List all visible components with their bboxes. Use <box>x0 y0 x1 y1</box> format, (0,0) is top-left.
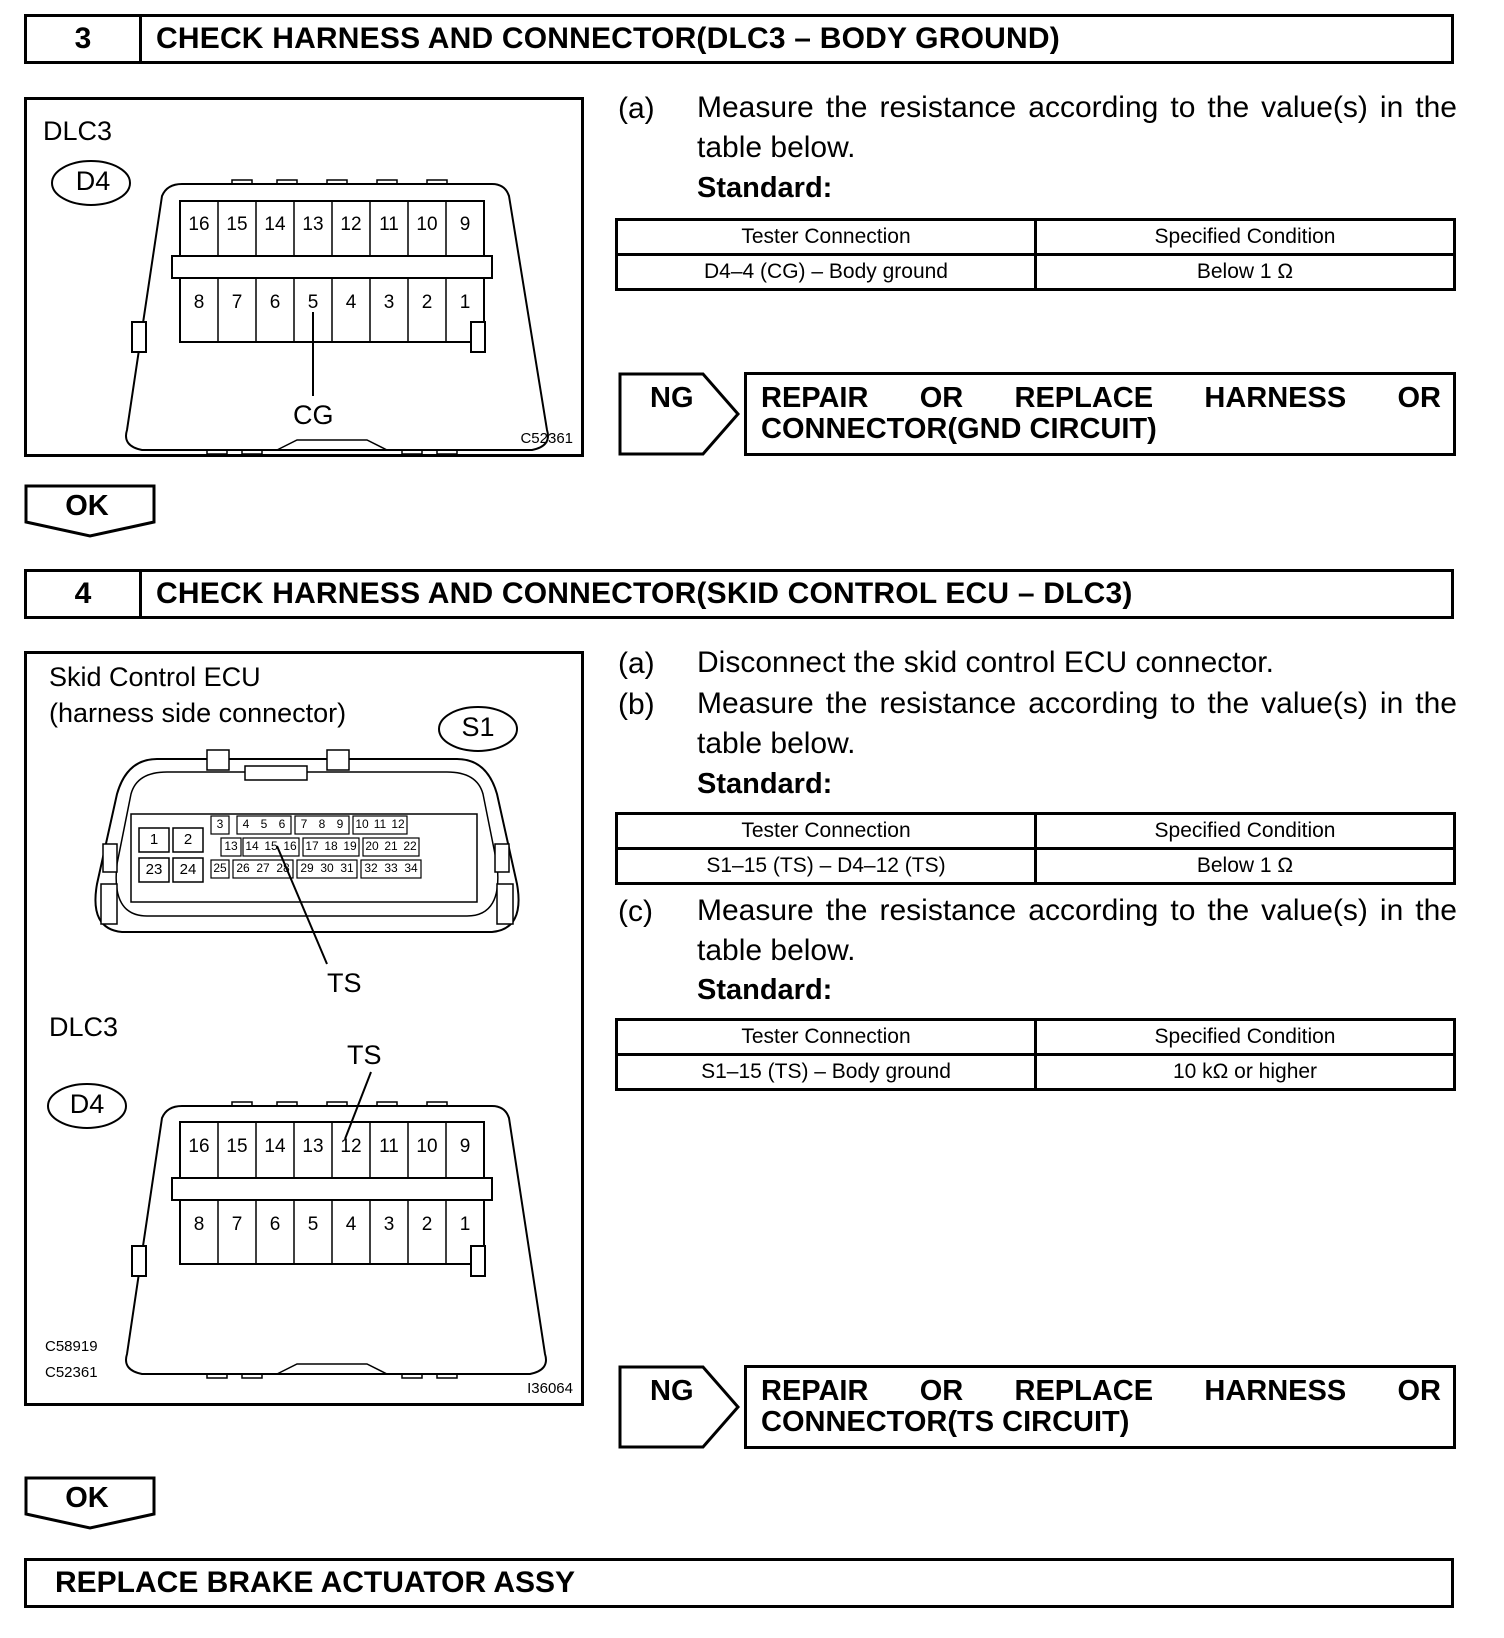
pin-label: 11 <box>373 817 387 831</box>
pin-label: 34 <box>404 861 418 875</box>
pin-label: 32 <box>364 861 378 875</box>
pin-label: 3 <box>383 1214 395 1235</box>
pin-label: 6 <box>269 1214 281 1235</box>
pin-label: 16 <box>188 214 210 235</box>
ng-action-word: OR <box>919 382 964 414</box>
pin-label: 24 <box>179 861 197 878</box>
pin-label: 31 <box>340 861 354 875</box>
pin-label: 18 <box>324 839 338 853</box>
pin-label: 15 <box>264 839 278 853</box>
step-title: CHECK HARNESS AND CONNECTOR(SKID CONTROL ECU – DLC3) <box>156 577 1133 610</box>
ng-action-word: REPAIR <box>761 1375 869 1407</box>
table-cell: S1–15 (TS) – Body ground <box>617 1055 1036 1090</box>
table-header: Tester Connection <box>617 1020 1036 1055</box>
table-cell: 10 kΩ or higher <box>1036 1055 1455 1090</box>
pin-label: 11 <box>379 1136 399 1157</box>
ng-action-word: HARNESS <box>1204 1375 1347 1407</box>
instruction-text: Disconnect the skid control ECU connector. <box>697 646 1274 679</box>
standard-label: Standard: <box>697 172 833 204</box>
pin-label: 14 <box>264 1136 286 1157</box>
pin-label: 10 <box>355 817 369 831</box>
pin-label: 28 <box>276 861 290 875</box>
table-cell: D4–4 (CG) – Body ground <box>617 255 1036 290</box>
pin-label: 19 <box>343 839 357 853</box>
spec-table <box>615 218 1456 291</box>
pin-label: 9 <box>336 817 344 831</box>
ecu-connector-id: S1 <box>461 712 495 742</box>
pin-label: 5 <box>307 292 319 313</box>
pin-label: 3 <box>383 292 395 313</box>
dlc3-figure <box>24 97 584 457</box>
pin-label: 13 <box>224 839 238 853</box>
table-header-row <box>617 220 1455 255</box>
spec-table <box>615 1018 1456 1091</box>
instruction-text: Measure the resistance according to the value(s) in the table below. <box>697 91 1457 164</box>
pin-label: 6 <box>269 292 281 313</box>
ok-label: OK <box>65 1482 109 1514</box>
pin-label: 33 <box>384 861 398 875</box>
ecu-dlc3-figure <box>24 651 584 1406</box>
ok-branch <box>24 484 160 538</box>
pin-label: 2 <box>421 292 433 313</box>
pin-label: 21 <box>384 839 398 853</box>
pin-label: 5 <box>307 1214 319 1235</box>
dlc-pointer-label-ts: TS <box>347 1040 382 1070</box>
table-cell: Below 1 Ω <box>1036 849 1455 884</box>
pin-label: 12 <box>340 1136 362 1157</box>
ng-action-line-1 <box>761 383 1441 414</box>
pin-label: 27 <box>256 861 270 875</box>
pin-label: 14 <box>264 214 286 235</box>
instruction-text: Measure the resistance according to the value(s) in the table below. <box>697 687 1457 760</box>
ng-label: NG <box>650 382 694 414</box>
instruction-label: (b) <box>618 688 655 721</box>
dlc-name: DLC3 <box>49 1012 119 1042</box>
step-3-header <box>24 14 1454 64</box>
instruction-label: (c) <box>618 895 653 928</box>
pin-label: 7 <box>300 817 308 831</box>
pin-label: 1 <box>459 1214 471 1235</box>
pin-label: 16 <box>188 1136 210 1157</box>
ng-branch <box>618 1365 1456 1449</box>
ng-action-word: REPLACE <box>1014 1375 1154 1407</box>
final-step: REPLACE BRAKE ACTUATOR ASSY <box>24 1558 1454 1608</box>
pin-label: 1 <box>459 292 471 313</box>
pin-label: 9 <box>459 1136 471 1157</box>
ng-action-line-1 <box>761 1376 1441 1407</box>
pin-label: 4 <box>345 292 357 313</box>
ok-label: OK <box>65 490 109 522</box>
ng-action-box <box>744 372 1456 456</box>
step-4-header <box>24 569 1454 619</box>
pin-label: 13 <box>302 1136 324 1157</box>
pin-label: 8 <box>193 292 205 313</box>
pin-label: 29 <box>300 861 314 875</box>
ok-branch <box>24 1476 160 1530</box>
connector-id: D4 <box>75 166 111 196</box>
pin-label: 13 <box>302 214 324 235</box>
ng-action-word: HARNESS <box>1204 382 1347 414</box>
pin-label: 14 <box>245 839 259 853</box>
ng-action-word: OR <box>1397 382 1441 414</box>
pin-label: 11 <box>379 214 399 235</box>
instruction-label: (a) <box>618 92 655 125</box>
pin-label: 4 <box>242 817 250 831</box>
figure-code: C58919 <box>45 1338 98 1355</box>
table-header-row <box>617 1020 1455 1055</box>
pin-label: 20 <box>365 839 379 853</box>
pin-label: 3 <box>216 817 224 831</box>
spec-table <box>615 812 1456 885</box>
ng-action-word: OR <box>1397 1375 1441 1407</box>
pin-label: 8 <box>318 817 326 831</box>
ng-action-word: REPLACE <box>1014 382 1154 414</box>
pin-label: 15 <box>226 1136 248 1157</box>
table-header: Specified Condition <box>1036 220 1455 255</box>
figure-code: C52361 <box>45 1364 98 1381</box>
pin-label: 5 <box>260 817 268 831</box>
ng-label: NG <box>650 1375 694 1407</box>
pin-label: 16 <box>283 839 297 853</box>
ng-action-word: REPAIR <box>761 382 869 414</box>
table-header: Tester Connection <box>617 814 1036 849</box>
pin-label: 1 <box>149 831 159 848</box>
pin-label: 2 <box>183 831 193 848</box>
instruction-label: (a) <box>618 647 655 680</box>
table-header: Specified Condition <box>1036 1020 1455 1055</box>
table-header-row <box>617 814 1455 849</box>
ng-action-line-2: CONNECTOR(TS CIRCUIT) <box>761 1406 1130 1438</box>
pin-label: 6 <box>278 817 286 831</box>
pin-label: 30 <box>320 861 334 875</box>
pin-label: 2 <box>421 1214 433 1235</box>
table-row <box>617 1055 1455 1090</box>
pin-label: 7 <box>231 1214 243 1235</box>
pin-label: 15 <box>226 214 248 235</box>
table-header: Tester Connection <box>617 220 1036 255</box>
pin-label: 8 <box>193 1214 205 1235</box>
ecu-label-line2: (harness side connector) <box>49 698 347 728</box>
connector-name: DLC3 <box>43 116 113 146</box>
table-cell: Below 1 Ω <box>1036 255 1455 290</box>
step-title: CHECK HARNESS AND CONNECTOR(DLC3 – BODY GROUND) <box>156 22 1060 55</box>
pin-label: 25 <box>213 861 227 875</box>
pin-label: 4 <box>345 1214 357 1235</box>
ecu-pointer-label-ts: TS <box>327 968 362 998</box>
pin-label: 22 <box>403 839 417 853</box>
pin-label: 23 <box>145 861 163 878</box>
figure-code: I36064 <box>527 1380 573 1397</box>
table-header: Specified Condition <box>1036 814 1455 849</box>
pin-label: 10 <box>416 1136 438 1157</box>
step-number: 4 <box>27 572 142 616</box>
pin-label: 7 <box>231 292 243 313</box>
instruction-text: Measure the resistance according to the value(s) in the table below. <box>697 894 1457 967</box>
pin-label: 10 <box>416 214 438 235</box>
ecu-label-line1: Skid Control ECU <box>49 662 261 692</box>
pin-label: 17 <box>305 839 319 853</box>
standard-label: Standard: <box>697 974 833 1006</box>
standard-label: Standard: <box>697 768 833 800</box>
figure-code: C52361 <box>520 430 573 447</box>
dlc-connector-id: D4 <box>69 1089 105 1119</box>
pointer-label-cg: CG <box>293 400 334 430</box>
pin-label: 12 <box>391 817 405 831</box>
ng-action-box <box>744 1365 1456 1449</box>
pin-label: 26 <box>236 861 250 875</box>
table-row <box>617 255 1455 290</box>
step-number: 3 <box>27 17 142 61</box>
pin-label: 9 <box>459 214 471 235</box>
ng-action-line-2: CONNECTOR(GND CIRCUIT) <box>761 413 1157 445</box>
ng-action-word: OR <box>919 1375 964 1407</box>
table-row <box>617 849 1455 884</box>
ng-branch <box>618 372 1456 456</box>
pin-label: 12 <box>340 214 362 235</box>
table-cell: S1–15 (TS) – D4–12 (TS) <box>617 849 1036 884</box>
